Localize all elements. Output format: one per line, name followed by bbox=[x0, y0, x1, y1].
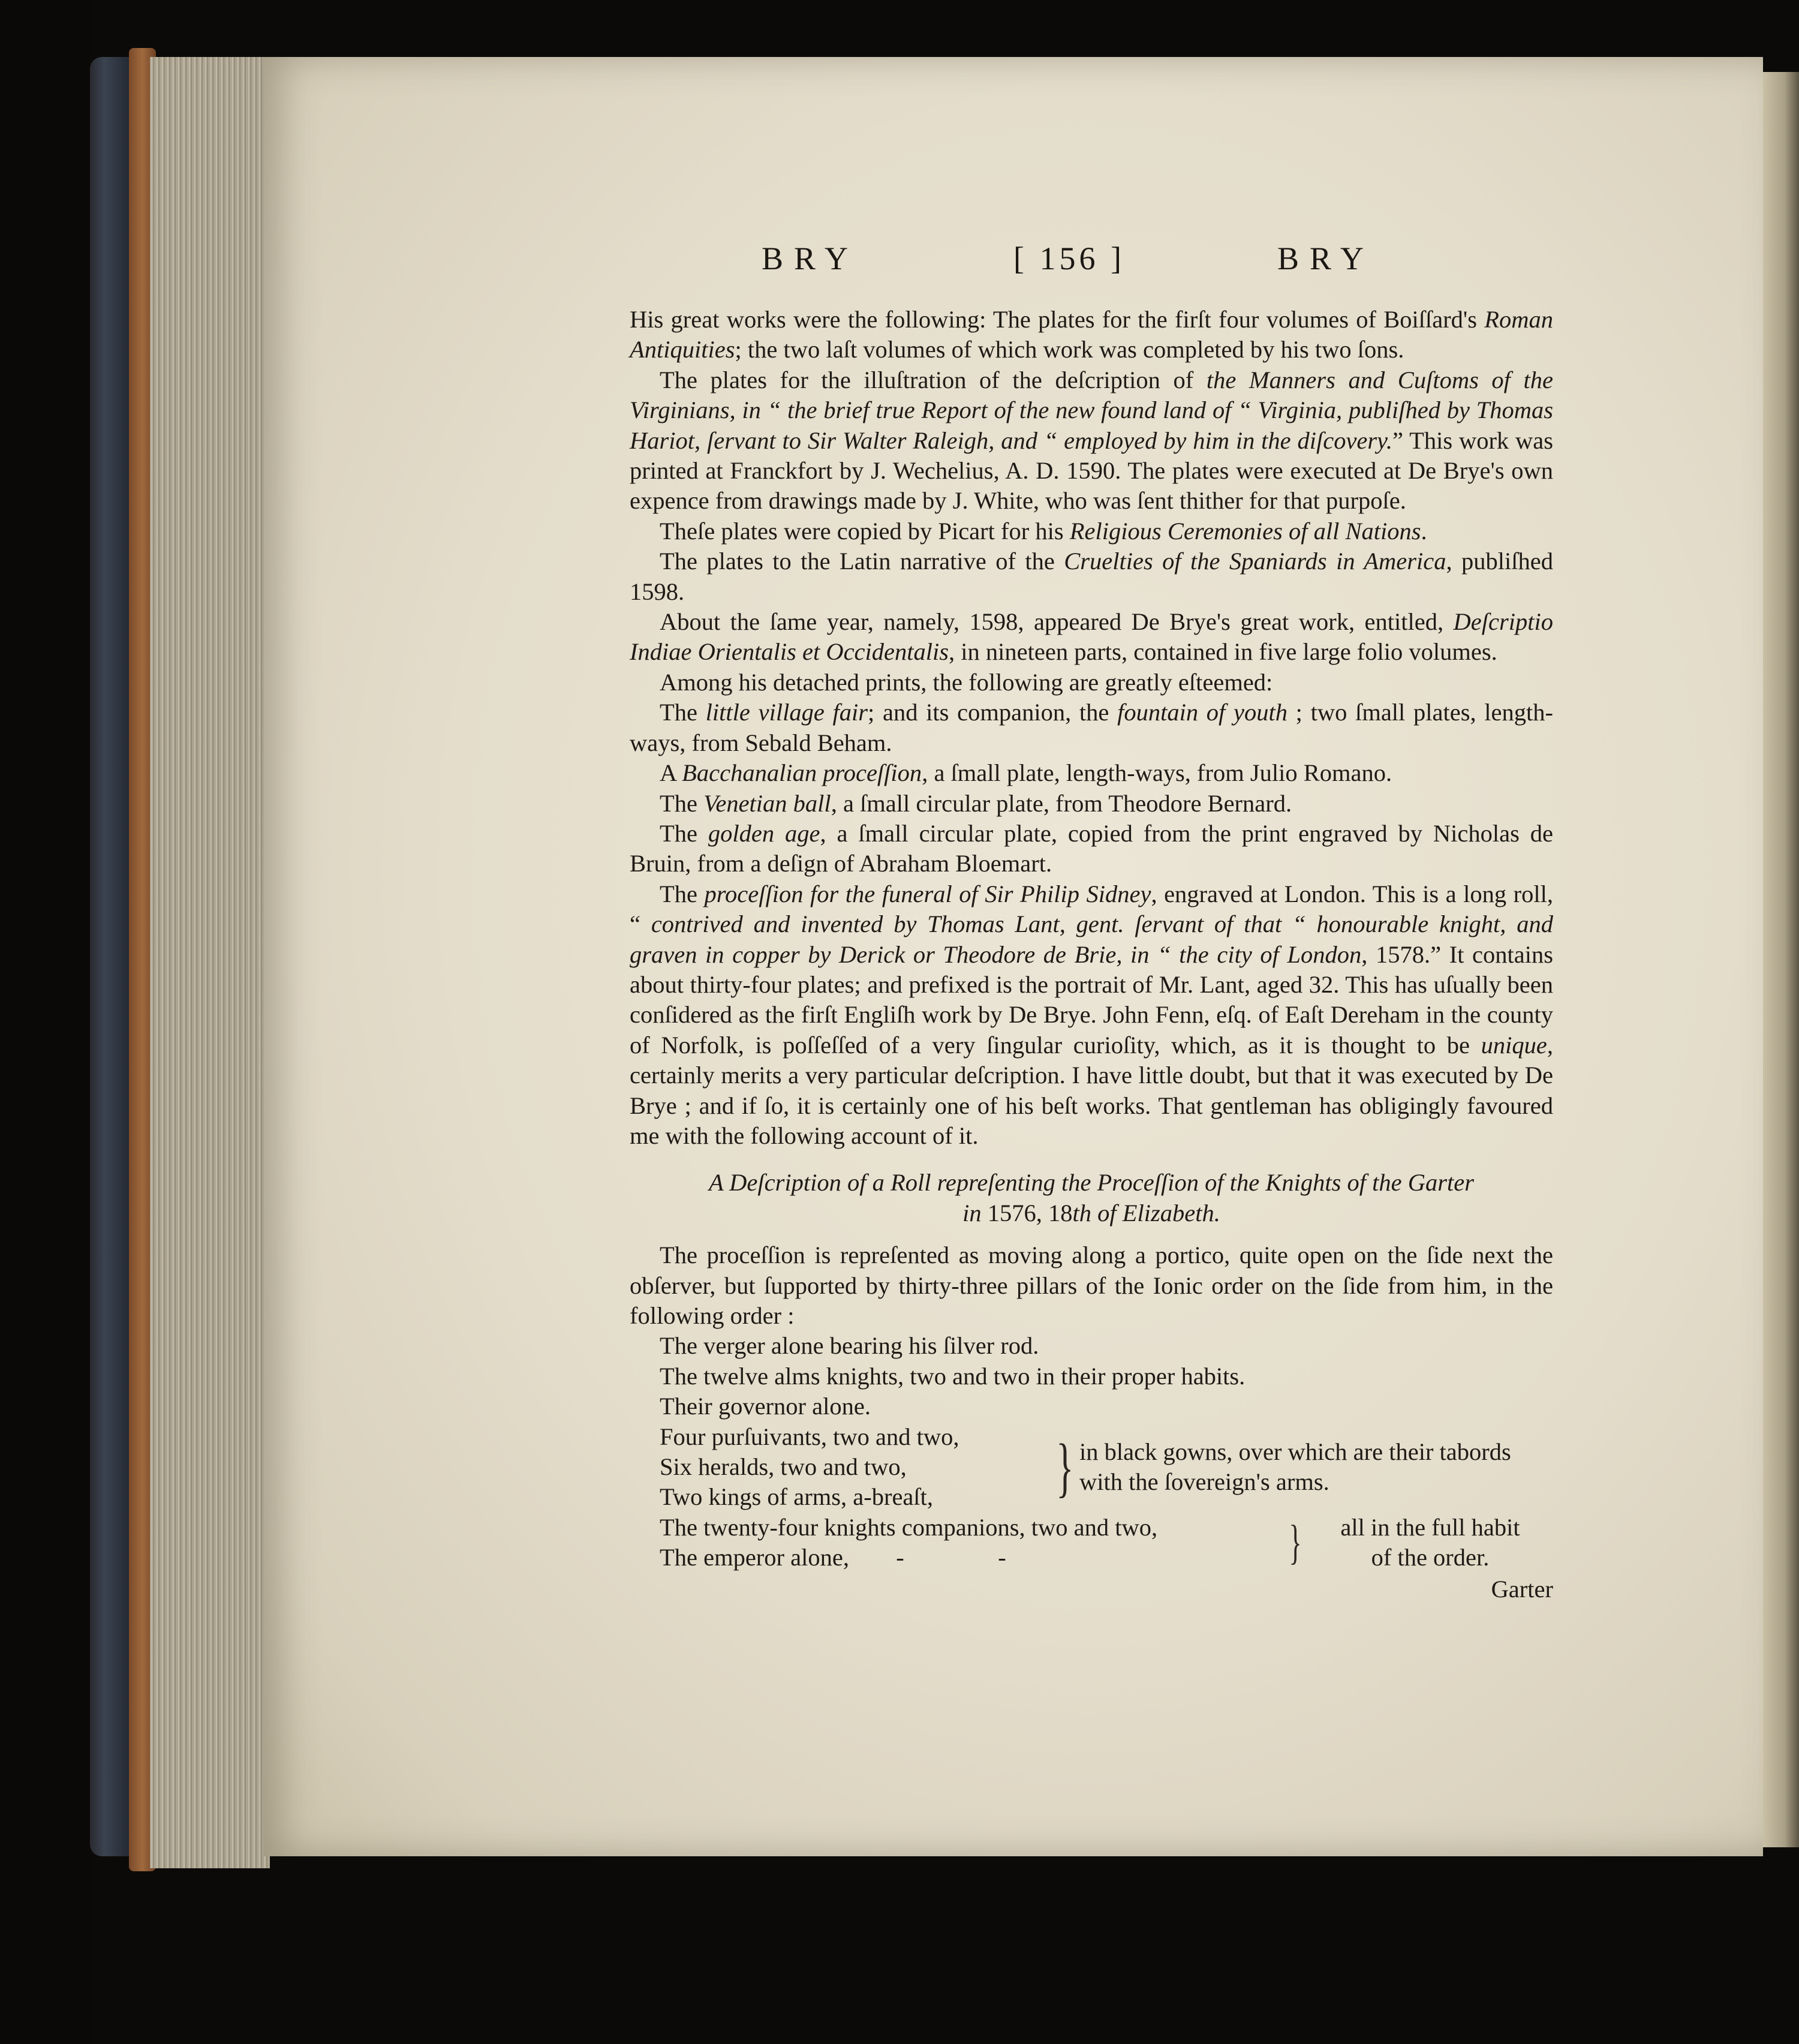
paragraph-6: Among his detached prints, the following are greatly eſteemed: bbox=[660, 668, 1273, 696]
paragraph-1: His great works were the following: The plates for the firſt four volumes of Boiſſard's Roman Antiquities; the two laſt volumes of which work was completed by his two ſons. bbox=[630, 306, 1553, 363]
paragraph-8: A Bacchanalian proceſſion, a ſmall plate, length-ways, from Julio Romano. bbox=[660, 759, 1392, 787]
page-number: [ 156 ] bbox=[1013, 241, 1125, 276]
order-item-4: Four purſuivants, two and two, bbox=[660, 1423, 959, 1450]
paragraph-3: Theſe plates were copied by Picart for his Religious Ceremonies of all Nations. bbox=[660, 517, 1427, 545]
section-title: A Deſcription of a Roll repreſenting the Proceſſion of the Knights of the Garter in 1576, 18th of Elizabeth. bbox=[709, 1169, 1474, 1227]
page-edges bbox=[150, 57, 270, 1868]
paragraph-7: The little village fair; and its companion, the fountain of youth ; two ſmall plates, length-ways, from Sebald Beham. bbox=[630, 699, 1553, 756]
running-head-left: BRY bbox=[762, 241, 859, 276]
paragraph-10: The golden age, a ſmall circular plate, copied from the print engraved by Nicholas de Bruin, from a deſign of Abraham Bloemart. bbox=[630, 819, 1553, 877]
body-text bbox=[630, 305, 1553, 1604]
paragraph-12: The proceſſion is repreſented as moving along a portico, quite open on the ſide next the obſerver, but ſupported by thirty-three pillars of the Ionic order on the ſide from him, in the following order : bbox=[630, 1242, 1553, 1329]
paragraph-5: About the ſame year, namely, 1598, appeared De Brye's great work, entitled, Deſcriptio Indiae Orientalis et Occidentalis, in nineteen parts, contained in five large folio volumes. bbox=[630, 608, 1553, 666]
brace-icon: } bbox=[1289, 1516, 1302, 1570]
order-item-5: Six heralds, two and two, bbox=[660, 1453, 907, 1481]
paragraph-9: The Venetian ball, a ſmall circular plate, from Theodore Bernard. bbox=[660, 789, 1292, 817]
paragraph-4: The plates to the Latin narrative of the Cruelties of the Spaniards in America, publiſhed 1598. bbox=[630, 548, 1553, 605]
catchword: Garter bbox=[1491, 1575, 1553, 1603]
order-group-heralds bbox=[660, 1422, 1553, 1513]
order-item-7: The twenty-four knights companions, two and two, bbox=[660, 1513, 1158, 1541]
order-item-6: Two kings of arms, a-breaſt, bbox=[660, 1483, 934, 1511]
order-group-knights: The twenty-four knights companions, two and two, The emperor alone, - - } all in the full habit of the order. bbox=[660, 1513, 1553, 1573]
order-item-8: The emperor alone, bbox=[660, 1544, 849, 1571]
group-note-heralds: in black gowns, over which are their tabords with the ſovereign's arms. bbox=[1079, 1438, 1511, 1496]
paragraph-2: The plates for the illuſtration of the deſcription of the Manners and Cuſtoms of the Virginians, in “ the brief true Report of the new found land of “ Virginia, publiſhed by Thomas Hariot, ſervant to Sir Walter Raleigh, and “ employed by him in the diſcovery.” This work was printed at Franckfort by J. Wechelius, A. D. 1590. The plates were executed at De Brye's own expence from drawings made by J. White, who was ſent thither for that purpoſe. bbox=[630, 366, 1553, 515]
paragraph-11: The proceſſion for the funeral of Sir Philip Sidney, engraved at London. This is a long roll, “ contrived and invented by Thomas Lant, gent. ſervant of that “ honourable knight, and graven in copper by Derick or Theodore de Brie, in “ the city of London, 1578.” It contains about thirty-four plates; and prefixed is the portrait of Mr. Lant, aged 32. This has uſually been conſidered as the firſt Engliſh work by De Brye. John Fenn, eſq. of Eaſt Dereham in the county of Norfolk, is poſſeſſed of a very ſingular curioſity, which, as it is thought to be unique, certainly merits a very particular deſcription. I have little doubt, but that it was executed by De Brye ; and if ſo, it is certainly one of his beſt works. That gentleman has obligingly favoured me with the following account of it. bbox=[630, 880, 1554, 1149]
book-cover-left bbox=[0, 0, 90, 2044]
order-item-3: Their governor alone. bbox=[660, 1393, 871, 1420]
page-right-edge bbox=[1763, 72, 1799, 1847]
order-item-1: The verger alone bearing his ſilver rod. bbox=[660, 1332, 1039, 1360]
order-item-2: The twelve alms knights, two and two in their proper habits. bbox=[660, 1362, 1246, 1390]
running-head-right: BRY bbox=[1277, 241, 1375, 276]
group-note-knights: all in the full habit of the order. bbox=[1340, 1513, 1520, 1571]
brace-icon: } bbox=[1056, 1430, 1074, 1504]
running-head bbox=[630, 240, 1433, 288]
